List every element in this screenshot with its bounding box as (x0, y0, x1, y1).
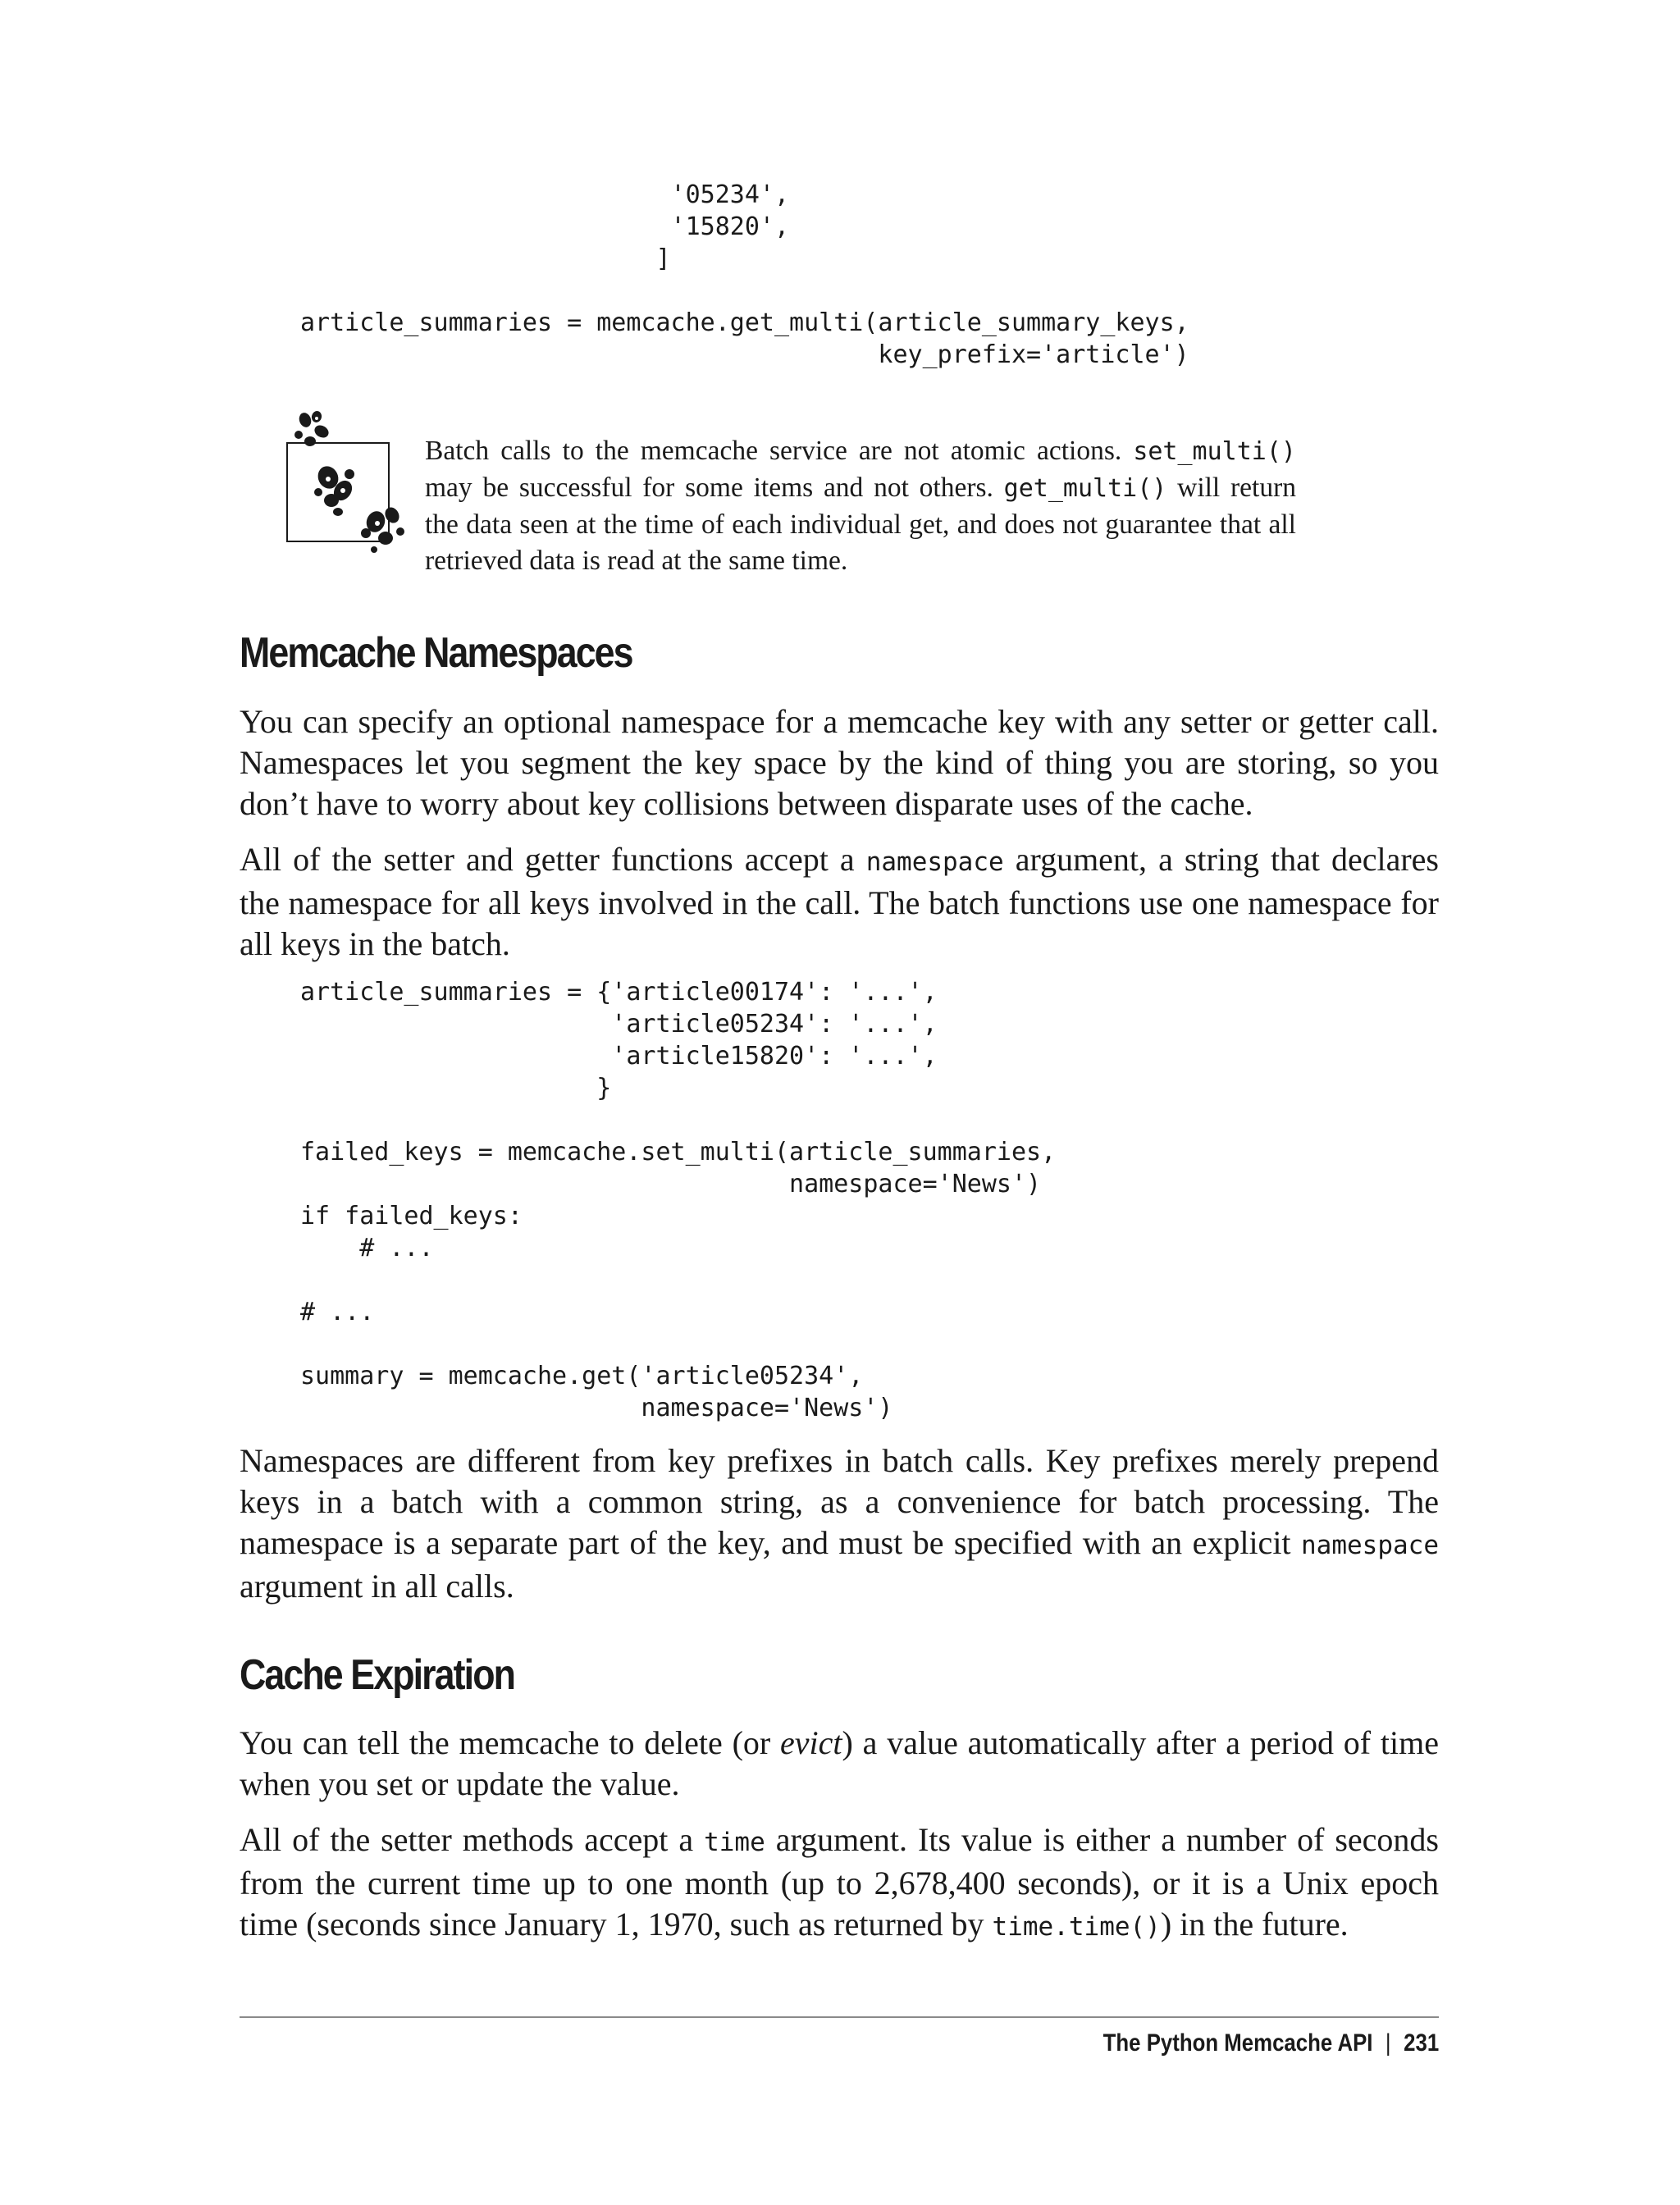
paragraph-text-part: argument in all calls. (240, 1568, 514, 1605)
paragraph-text-part: argument. Its value is either a number of seconds from the current time up to one month (up to 2,678,400 seconds), or it is a Unix epoch time (seconds since January 1, 1970, such as returned by (240, 1821, 1439, 1942)
note-code-get-multi: get_multi() (1003, 474, 1167, 503)
inline-code-time: time (704, 1828, 765, 1857)
note-text-part: Batch calls to the memcache service are not atomic actions. (425, 436, 1134, 466)
heading-cache-expiration: Cache Expiration (240, 1651, 515, 1699)
paragraph-text-part: ) a value automatically after a period of time when you set or update the value. (240, 1724, 1439, 1802)
paragraph-text-part: All of the setter and getter functions accept a (240, 841, 866, 878)
emphasis-evict: evict (780, 1724, 842, 1761)
expiration-paragraph-2 (240, 1819, 1439, 1947)
footer-page-number: 231 (1403, 2029, 1439, 2057)
page-footer (1102, 2029, 1439, 2057)
inline-code-namespace: namespace (1301, 1531, 1439, 1560)
note-text-part: may be successful for some items and not others. (425, 472, 1004, 503)
paragraph-text-part: ) in the future. (1160, 1906, 1349, 1942)
footer-chapter-title: The Python Memcache API (1102, 2029, 1373, 2057)
tip-note-text (425, 433, 1296, 579)
paragraph-text-part: You can tell the memcache to delete (or (240, 1724, 781, 1761)
inline-code-time-time: time.time() (992, 1912, 1161, 1942)
tip-box-icon (281, 410, 428, 566)
code-block-namespaces: article_summaries = {'article00174': '...', 'article05234': '...', 'article15820': '...', } failed_keys = memcache.set_multi(article_summaries, namespace='News') if failed_keys: # ... # ... summary = memcache.get('article05234', namespace='News') (300, 978, 1057, 1422)
note-code-set-multi: set_multi() (1133, 437, 1296, 466)
footer-divider (240, 2016, 1439, 2018)
footer-separator: | (1385, 2029, 1391, 2057)
expiration-paragraph-1 (240, 1723, 1439, 1805)
paragraph-text-part: Namespaces are different from key prefixes in batch calls. Key prefixes merely prepend keys in a batch with a common string, as a convenience for batch processing. The namespace is a separate part of the key, and must be specified with an explicit (240, 1442, 1439, 1561)
paragraph-text-part: All of the setter methods accept a (240, 1821, 705, 1858)
namespaces-paragraph-1: You can specify an optional namespace for a memcache key with any setter or getter call. Namespaces let you segment the key space by the kind of thing you are storing, so you don’t have to worry about key collisions between disparate uses of the cache. (240, 703, 1439, 822)
heading-memcache-namespaces: Memcache Namespaces (240, 629, 632, 677)
code-block-get-multi: '05234', '15820', ] article_summaries = memcache.get_multi(article_summary_keys, key_prefix='article') (300, 180, 1189, 369)
paragraph-text-part: argument, a string that declares the namespace for all keys involved in the call. The batch functions use one namespace for all keys in the batch. (240, 841, 1439, 962)
namespaces-paragraph-2 (240, 839, 1439, 965)
namespaces-paragraph-3 (240, 1440, 1439, 1607)
inline-code-namespace: namespace (865, 847, 1004, 877)
note-text-part: will return the data seen at the time of each individual get, and does not guarantee that all retrieved data is read at the same time. (425, 472, 1296, 576)
